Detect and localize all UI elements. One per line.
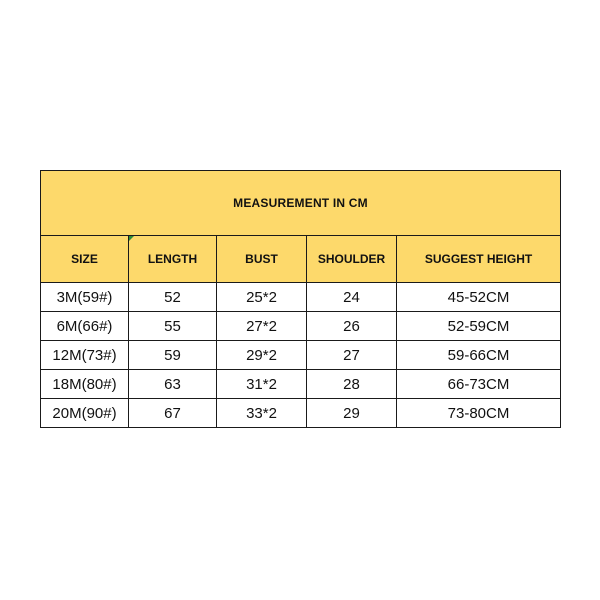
- header-shoulder: SHOULDER: [307, 236, 397, 283]
- cell-bust: 31*2: [217, 370, 307, 399]
- cell-size: 20M(90#): [41, 399, 129, 428]
- cell-size: 18M(80#): [41, 370, 129, 399]
- cell-bust: 25*2: [217, 283, 307, 312]
- size-chart-table: [40, 170, 561, 428]
- cell-suggest-height: 45-52CM: [397, 283, 561, 312]
- cell-suggest-height: 59-66CM: [397, 341, 561, 370]
- table-title: MEASUREMENT IN CM: [41, 171, 561, 236]
- cell-shoulder: 29: [307, 399, 397, 428]
- cell-shoulder: 28: [307, 370, 397, 399]
- cell-suggest-height: 66-73CM: [397, 370, 561, 399]
- table-row: [41, 399, 561, 428]
- table-row: [41, 370, 561, 399]
- title-row: [41, 171, 561, 236]
- table-row: [41, 341, 561, 370]
- header-row: [41, 236, 561, 283]
- cell-suggest-height: 73-80CM: [397, 399, 561, 428]
- header-length: LENGTH: [129, 236, 217, 283]
- cell-length: 67: [129, 399, 217, 428]
- header-suggest-height: SUGGEST HEIGHT: [397, 236, 561, 283]
- cell-length: 59: [129, 341, 217, 370]
- cell-length: 52: [129, 283, 217, 312]
- cell-shoulder: 24: [307, 283, 397, 312]
- header-size: SIZE: [41, 236, 129, 283]
- cell-bust: 33*2: [217, 399, 307, 428]
- cell-suggest-height: 52-59CM: [397, 312, 561, 341]
- cell-shoulder: 26: [307, 312, 397, 341]
- cell-size: 6M(66#): [41, 312, 129, 341]
- cell-length: 63: [129, 370, 217, 399]
- table-row: [41, 312, 561, 341]
- cell-shoulder: 27: [307, 341, 397, 370]
- header-bust: BUST: [217, 236, 307, 283]
- cell-size: 12M(73#): [41, 341, 129, 370]
- cell-length: 55: [129, 312, 217, 341]
- cell-bust: 29*2: [217, 341, 307, 370]
- cell-bust: 27*2: [217, 312, 307, 341]
- cell-size: 3M(59#): [41, 283, 129, 312]
- table-row: [41, 283, 561, 312]
